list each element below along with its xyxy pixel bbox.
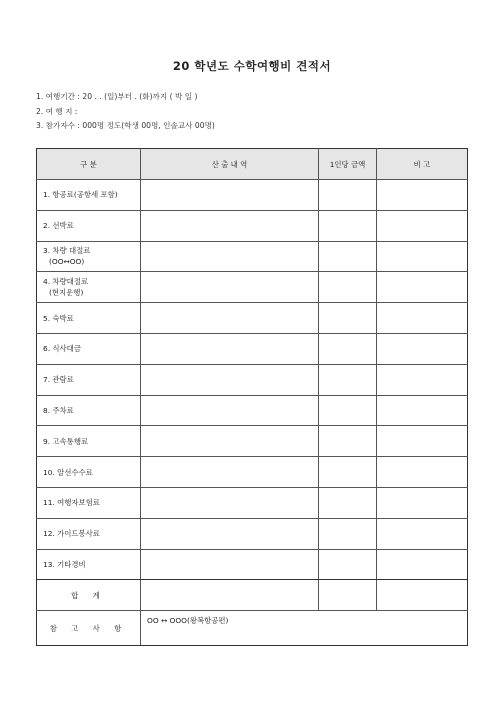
table-row xyxy=(37,333,468,364)
total-calculation-cell[interactable] xyxy=(141,580,319,611)
remarks-cell[interactable] xyxy=(377,303,468,334)
remarks-cell[interactable] xyxy=(377,395,468,426)
table-header-row xyxy=(37,149,468,180)
table-row xyxy=(37,457,468,488)
table-row xyxy=(37,180,468,211)
row-label-text: 8. 주차료 xyxy=(43,405,74,415)
remarks-cell[interactable] xyxy=(377,333,468,364)
row-label xyxy=(37,457,141,488)
table-row xyxy=(37,210,468,241)
total-row xyxy=(37,580,468,611)
calculation-cell[interactable] xyxy=(141,272,319,303)
row-label xyxy=(37,333,141,364)
row-label xyxy=(37,241,141,272)
header-calculation: 산 출 내 역 xyxy=(141,149,319,180)
row-label-text: 13. 기타경비 xyxy=(43,559,86,569)
calculation-cell[interactable] xyxy=(141,210,319,241)
notes-value[interactable]: OO ↔ OOO(왕복항공편) xyxy=(141,611,468,646)
amount-cell[interactable] xyxy=(319,426,377,457)
row-label-text: 11. 여행자보험료 xyxy=(43,498,100,508)
estimate-table xyxy=(36,148,468,646)
header-remarks: 비 고 xyxy=(377,149,468,180)
remarks-cell[interactable] xyxy=(377,180,468,211)
calculation-cell[interactable] xyxy=(141,364,319,395)
table-row xyxy=(37,549,468,580)
calculation-cell[interactable] xyxy=(141,426,319,457)
table-row xyxy=(37,364,468,395)
table-row xyxy=(37,426,468,457)
row-label-text: 12. 가이드봉사료 xyxy=(43,529,100,539)
notes-row xyxy=(37,611,468,646)
destination-line: 2. 여 행 지 : xyxy=(36,107,78,116)
row-label-text: 1. 항공료(공항세 포함) xyxy=(43,190,118,200)
row-label xyxy=(37,395,141,426)
row-label-text: 5. 숙박료 xyxy=(43,313,74,323)
calculation-cell[interactable] xyxy=(141,457,319,488)
total-amount-cell[interactable] xyxy=(319,580,377,611)
amount-cell[interactable] xyxy=(319,180,377,211)
header-per-person: 1인당 금액 xyxy=(319,149,377,180)
table-row xyxy=(37,272,468,303)
row-label-text: 9. 고속통행료 xyxy=(43,436,89,446)
table-row xyxy=(37,241,468,272)
row-label-text: 7. 관람료 xyxy=(43,375,74,385)
calculation-cell[interactable] xyxy=(141,333,319,364)
remarks-cell[interactable] xyxy=(377,364,468,395)
row-label-text: 10. 알선수수료 xyxy=(43,467,93,477)
amount-cell[interactable] xyxy=(319,210,377,241)
total-remarks-cell[interactable] xyxy=(377,580,468,611)
trip-period-line: 1. 여행기간 : 20 . . (일)부터 . (화)까지 ( 박 일 ) xyxy=(36,92,198,101)
calculation-cell[interactable] xyxy=(141,395,319,426)
row-label xyxy=(37,549,141,580)
remarks-cell[interactable] xyxy=(377,518,468,549)
header-category: 구 분 xyxy=(37,149,141,180)
row-label-sub: (현지운행) xyxy=(49,288,84,298)
amount-cell[interactable] xyxy=(319,303,377,334)
remarks-cell[interactable] xyxy=(377,210,468,241)
participants-line: 3. 참가자수 : 000명 정도(학생 00명, 인솔교사 00명) xyxy=(36,121,215,130)
row-label xyxy=(37,210,141,241)
row-label xyxy=(37,487,141,518)
amount-cell[interactable] xyxy=(319,457,377,488)
row-label-text: 2. 선박료 xyxy=(43,221,74,231)
amount-cell[interactable] xyxy=(319,549,377,580)
row-label xyxy=(37,364,141,395)
remarks-cell[interactable] xyxy=(377,457,468,488)
table-row xyxy=(37,395,468,426)
row-label-text: 4. 차량대절료 xyxy=(43,277,89,287)
row-label xyxy=(37,426,141,457)
row-label xyxy=(37,518,141,549)
table-row xyxy=(37,518,468,549)
amount-cell[interactable] xyxy=(319,364,377,395)
calculation-cell[interactable] xyxy=(141,241,319,272)
row-label xyxy=(37,272,141,303)
amount-cell[interactable] xyxy=(319,272,377,303)
total-label: 합 계 xyxy=(37,580,141,611)
amount-cell[interactable] xyxy=(319,241,377,272)
amount-cell[interactable] xyxy=(319,333,377,364)
row-label-sub: (OO↔OO) xyxy=(49,257,85,267)
amount-cell[interactable] xyxy=(319,487,377,518)
row-label xyxy=(37,180,141,211)
page-title: 20 학년도 수학여행비 견적서 xyxy=(172,59,332,73)
remarks-cell[interactable] xyxy=(377,487,468,518)
amount-cell[interactable] xyxy=(319,518,377,549)
notes-label: 참 고 사 항 xyxy=(37,611,141,646)
remarks-cell[interactable] xyxy=(377,426,468,457)
calculation-cell[interactable] xyxy=(141,518,319,549)
row-label xyxy=(37,303,141,334)
table-row xyxy=(37,487,468,518)
calculation-cell[interactable] xyxy=(141,487,319,518)
amount-cell[interactable] xyxy=(319,395,377,426)
calculation-cell[interactable] xyxy=(141,549,319,580)
row-label-text: 6. 식사대금 xyxy=(43,344,81,354)
row-label-text: 3. 차량 대절료 xyxy=(43,246,91,256)
remarks-cell[interactable] xyxy=(377,241,468,272)
calculation-cell[interactable] xyxy=(141,180,319,211)
remarks-cell[interactable] xyxy=(377,549,468,580)
calculation-cell[interactable] xyxy=(141,303,319,334)
remarks-cell[interactable] xyxy=(377,272,468,303)
table-row xyxy=(37,303,468,334)
